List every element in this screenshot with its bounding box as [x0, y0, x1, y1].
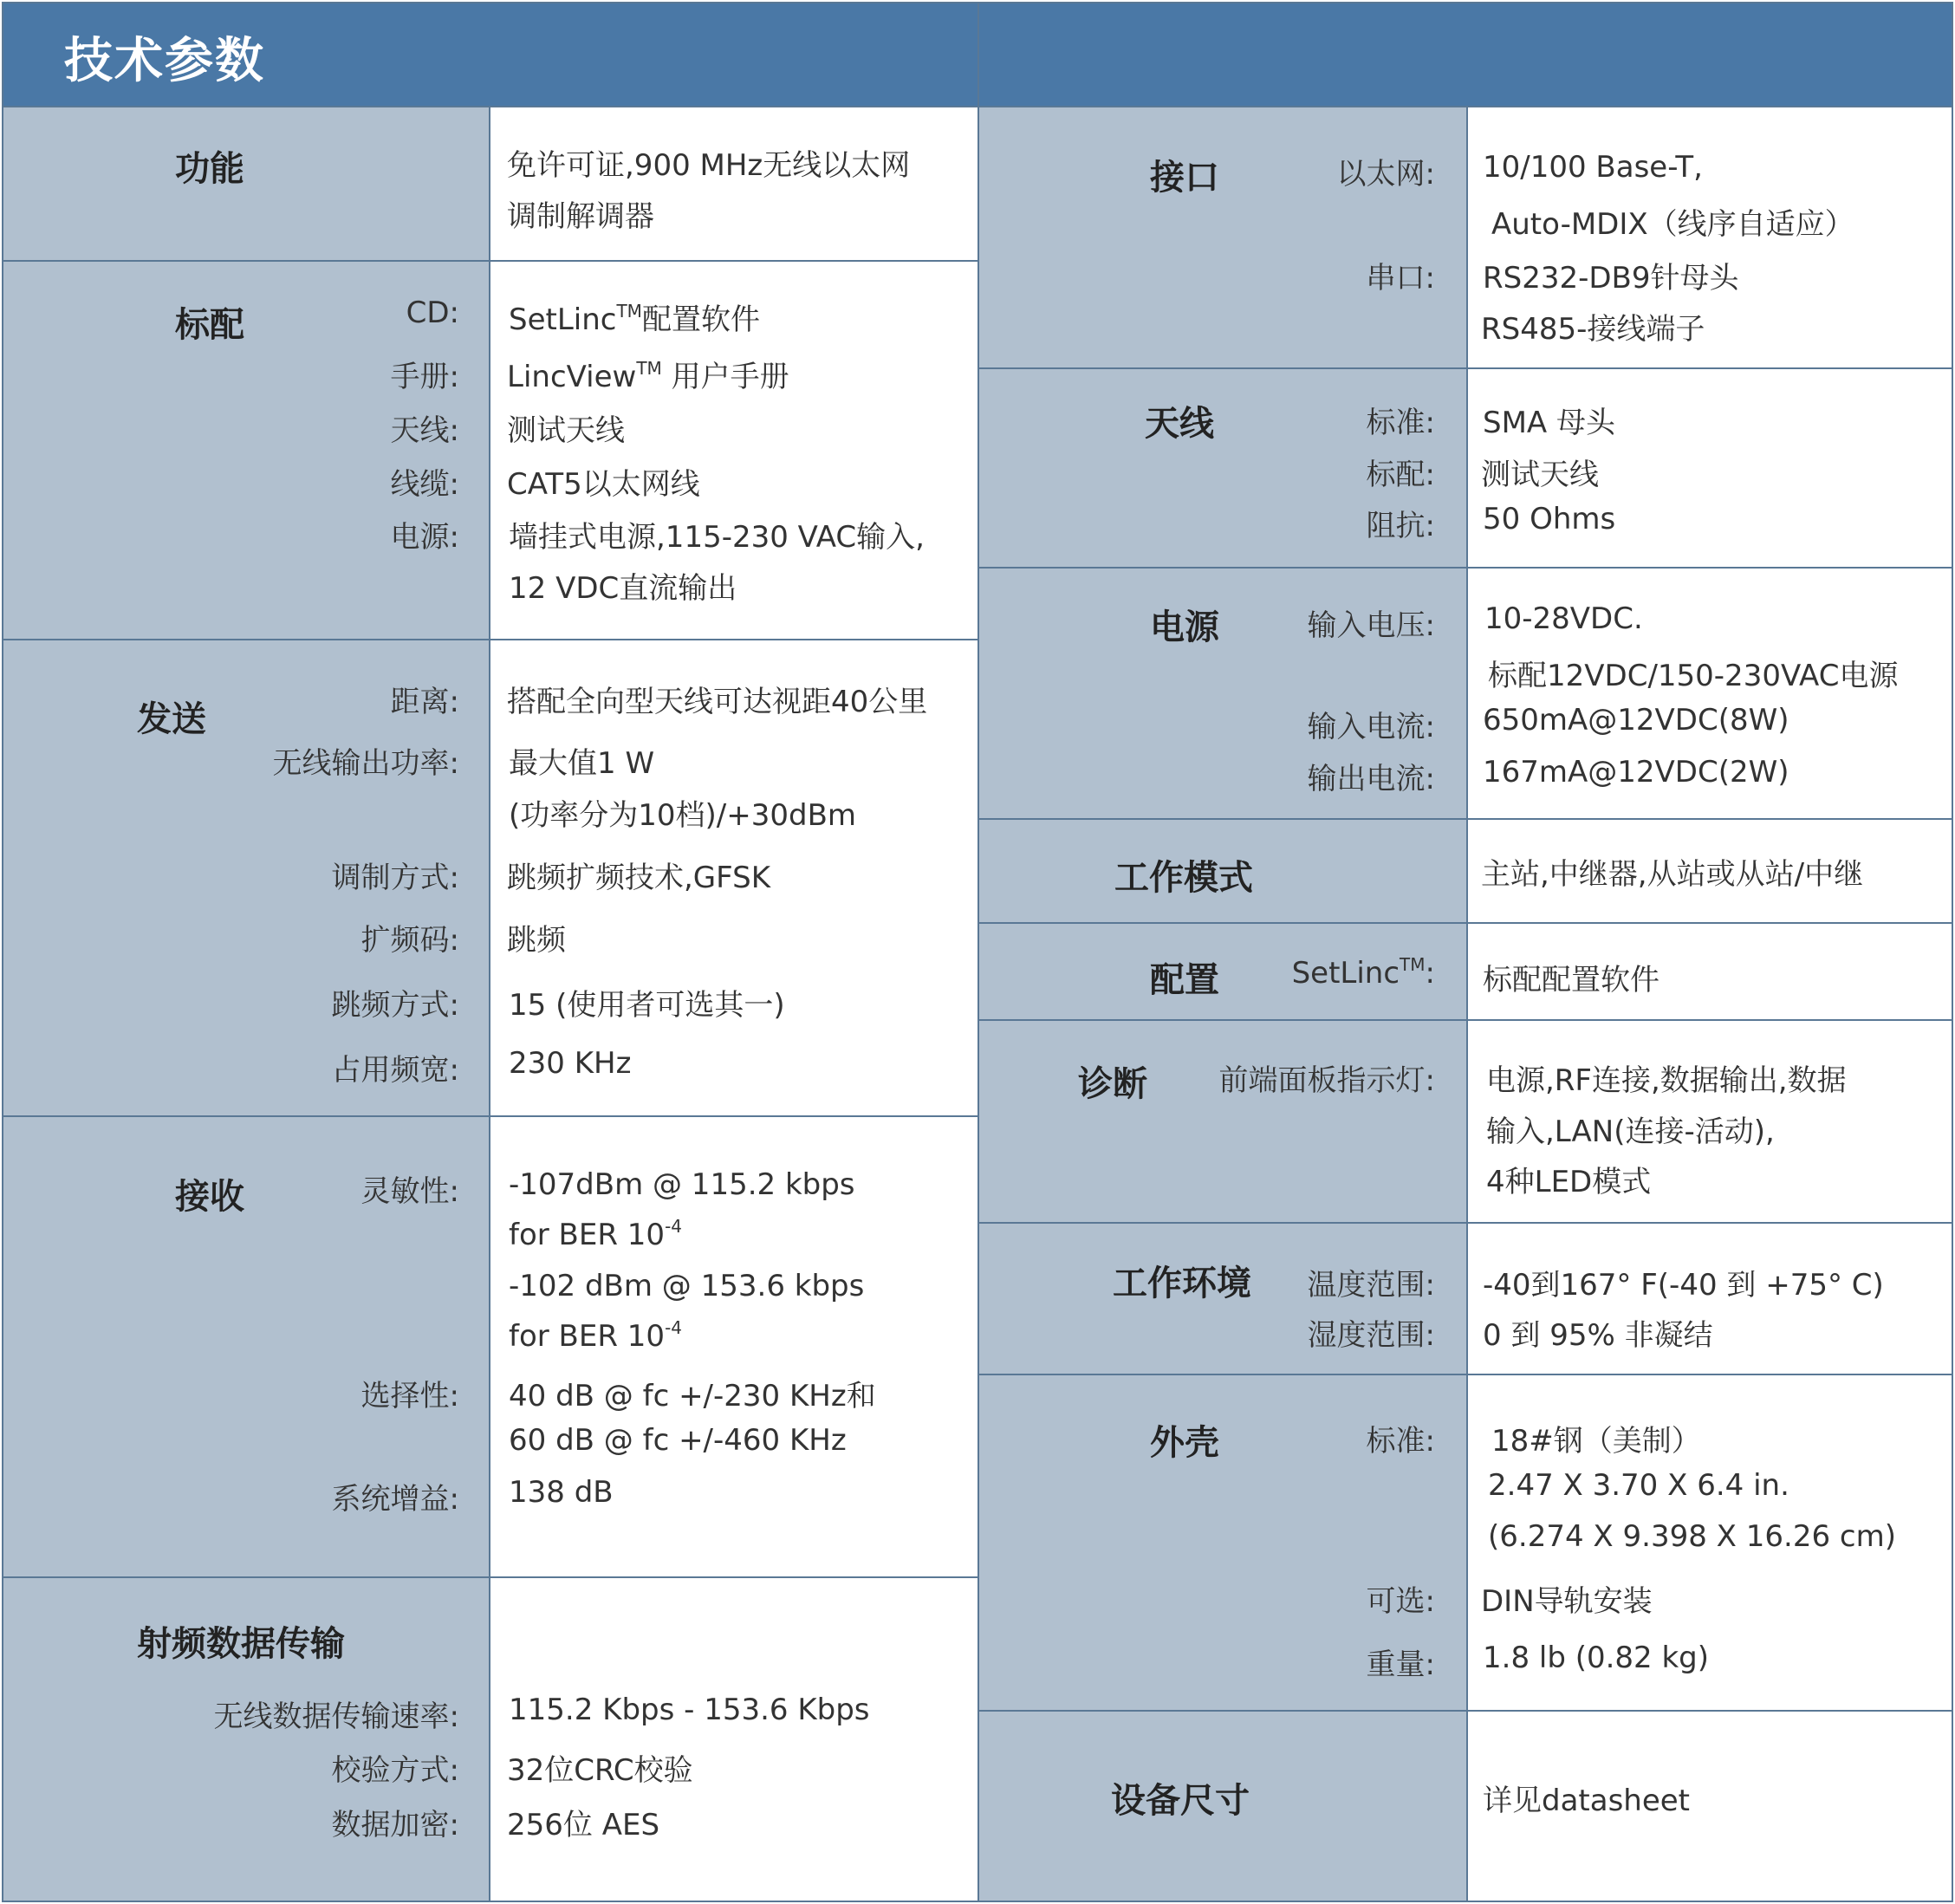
value-selectivity-line1: 40 dB @ fc +/-230 KHz和 [509, 1379, 876, 1413]
value-distance: 搭配全向型天线可达视距40公里 [507, 685, 928, 719]
label-temperature: 温度范围: [1307, 1268, 1435, 1303]
label-selectivity: 选择性: [360, 1379, 459, 1413]
label-spread-code: 扩频码: [360, 923, 459, 958]
label-serial: 串口: [1366, 261, 1435, 296]
value-antenna-included: 测试天线 [1481, 458, 1599, 492]
divider [2, 1901, 1953, 1902]
label-data-rate: 无线数据传输速率: [213, 1699, 459, 1734]
value-system-gain: 138 dB [509, 1475, 614, 1510]
value-spread-code: 跳频 [507, 923, 566, 958]
divider [1466, 107, 1468, 1902]
section-title-diagnostics: 诊断 [1078, 1064, 1147, 1104]
divider [2, 1576, 979, 1578]
label-system-gain: 系统增益: [331, 1482, 459, 1517]
value-power-supply-line1: 墙挂式电源,115-230 VAC输入, [509, 520, 925, 555]
value-manual: LincView™ 用户手册 [507, 358, 789, 394]
value-modulation: 跳频扩频技术,GFSK [507, 861, 770, 895]
label-output-current: 输出电流: [1307, 762, 1435, 796]
divider [489, 107, 490, 1902]
value-impedance: 50 Ohms [1483, 502, 1616, 536]
value-cable: CAT5以太网线 [507, 467, 700, 502]
label-encryption: 数据加密: [331, 1808, 459, 1842]
function-value-line2: 调制解调器 [507, 199, 654, 234]
value-input-current: 650mA@12VDC(8W) [1483, 703, 1789, 738]
label-enclosure-standard: 标准: [1366, 1424, 1435, 1459]
function-value-line1: 免许可证,900 MHz无线以太网 [507, 148, 911, 183]
value-sensitivity-line1: -107dBm @ 115.2 kbps [509, 1167, 855, 1202]
label-input-voltage: 输入电压: [1307, 608, 1435, 643]
label-antenna: 天线: [390, 413, 459, 448]
value-data-rate: 115.2 Kbps - 153.6 Kbps [509, 1693, 870, 1727]
section-title-mode: 工作模式 [1114, 858, 1253, 898]
label-weight: 重量: [1366, 1647, 1435, 1682]
divider [978, 818, 1953, 820]
value-temperature: -40到167° F(-40 到 +75° C) [1483, 1268, 1884, 1303]
label-humidity: 湿度范围: [1307, 1318, 1435, 1353]
value-mode: 主站,中继器,从站或从站/中继 [1481, 857, 1864, 892]
divider [2, 1115, 979, 1117]
section-title-receive: 接收 [175, 1177, 244, 1217]
value-cd: SetLinc™配置软件 [509, 301, 760, 337]
divider [1952, 2, 1953, 1902]
section-title-transmit: 发送 [137, 699, 206, 739]
label-front-panel: 前端面板指示灯: [1218, 1063, 1435, 1098]
value-output-power-line1: 最大值1 W [509, 746, 655, 781]
value-sensitivity-line3: -102 dBm @ 153.6 kbps [509, 1269, 865, 1303]
divider [978, 2, 979, 1902]
label-hopping: 跳频方式: [331, 988, 459, 1023]
value-power-supply-line2: 12 VDC直流输出 [509, 571, 737, 606]
value-sensitivity-line4: for BER $10^{-4}$ [509, 1317, 683, 1354]
divider [978, 1374, 1953, 1375]
section-title-interface: 接口 [1150, 158, 1219, 198]
label-distance: 距离: [390, 685, 459, 719]
divider [978, 922, 1953, 924]
label-input-current: 输入电流: [1307, 710, 1435, 744]
value-antenna-standard: SMA 母头 [1483, 406, 1615, 440]
value-humidity: 0 到 95% 非凝结 [1483, 1318, 1713, 1353]
divider [2, 106, 1953, 107]
section-title-environment: 工作环境 [1113, 1264, 1251, 1303]
section-title-rf-data: 射频数据传输 [137, 1624, 345, 1664]
value-enclosure-line3: (6.274 X 9.398 X 16.26 cm) [1488, 1519, 1896, 1554]
section-title-dimensions: 设备尺寸 [1111, 1781, 1250, 1821]
label-impedance: 阻抗: [1366, 509, 1435, 543]
label-bandwidth: 占用频宽: [331, 1053, 459, 1088]
section-title-config: 配置 [1150, 960, 1219, 1000]
label-sensitivity: 灵敏性: [360, 1174, 459, 1209]
section-title-antenna: 天线 [1145, 404, 1214, 444]
value-diagnostics-line2: 输入,LAN(连接-活动), [1486, 1114, 1775, 1149]
right-label-column [979, 107, 1466, 1901]
label-antenna-included: 标配: [1366, 458, 1435, 492]
value-antenna: 测试天线 [507, 413, 625, 448]
section-title-function: 功能 [175, 149, 244, 189]
value-ethernet-line2: Auto-MDIX（线序自适应） [1491, 207, 1854, 242]
label-antenna-standard: 标准: [1366, 406, 1435, 440]
value-diagnostics-line1: 电源,RF连接,数据输出,数据 [1486, 1063, 1847, 1098]
value-input-voltage-line2: 标配12VDC/150-230VAC电源 [1488, 659, 1899, 693]
label-cd: CD: [406, 296, 459, 330]
label-power-supply: 电源: [390, 520, 459, 555]
value-ethernet-line1: 10/100 Base-T, [1483, 150, 1703, 185]
value-optional: DIN导轨安装 [1481, 1584, 1653, 1619]
divider [978, 1710, 1953, 1712]
label-output-power: 无线输出功率: [272, 746, 459, 781]
label-cable: 线缆: [390, 467, 459, 502]
divider [2, 2, 3, 1902]
value-enclosure-line2: 2.47 X 3.70 X 6.4 in. [1488, 1468, 1789, 1503]
page-title: 技术参数 [64, 33, 265, 89]
divider [978, 367, 1953, 369]
header-bar-right [979, 3, 1953, 107]
divider [978, 1019, 1953, 1021]
value-output-current: 167mA@12VDC(2W) [1483, 755, 1789, 790]
value-check-method: 32位CRC校验 [507, 1753, 693, 1788]
divider [978, 567, 1953, 569]
value-selectivity-line2: 60 dB @ fc +/-460 KHz [509, 1423, 847, 1458]
label-check-method: 校验方式: [331, 1753, 459, 1788]
divider [978, 1222, 1953, 1224]
value-output-power-line2: (功率分为10档)/+30dBm [509, 798, 857, 833]
section-title-enclosure: 外壳 [1150, 1423, 1219, 1463]
section-title-power: 电源 [1150, 608, 1219, 647]
label-modulation: 调制方式: [331, 861, 459, 895]
value-sensitivity-line2: for BER $10^{-4}$ [509, 1216, 683, 1252]
section-title-standard: 标配 [175, 305, 244, 345]
divider [2, 260, 979, 262]
value-config: 标配配置软件 [1483, 963, 1659, 997]
divider [2, 639, 979, 640]
value-dimensions: 详见datasheet [1483, 1784, 1691, 1818]
value-serial-line1: RS232-DB9针母头 [1483, 261, 1739, 296]
value-encryption: 256位 AES [507, 1808, 660, 1842]
value-serial-line2: RS485-接线端子 [1481, 312, 1705, 347]
value-weight: 1.8 lb (0.82 kg) [1483, 1641, 1710, 1675]
value-enclosure-line1: 18#钢（美制） [1491, 1424, 1701, 1459]
label-manual: 手册: [390, 360, 459, 394]
value-diagnostics-line3: 4种LED模式 [1486, 1165, 1652, 1199]
label-config: SetLinc™: [1291, 954, 1435, 991]
label-optional: 可选: [1366, 1584, 1435, 1619]
value-bandwidth: 230 KHz [509, 1046, 632, 1081]
value-hopping: 15 (使用者可选其一) [509, 988, 785, 1023]
value-input-voltage-line1: 10-28VDC. [1484, 601, 1643, 636]
label-ethernet: 以太网: [1336, 157, 1435, 192]
divider [2, 2, 1953, 3]
